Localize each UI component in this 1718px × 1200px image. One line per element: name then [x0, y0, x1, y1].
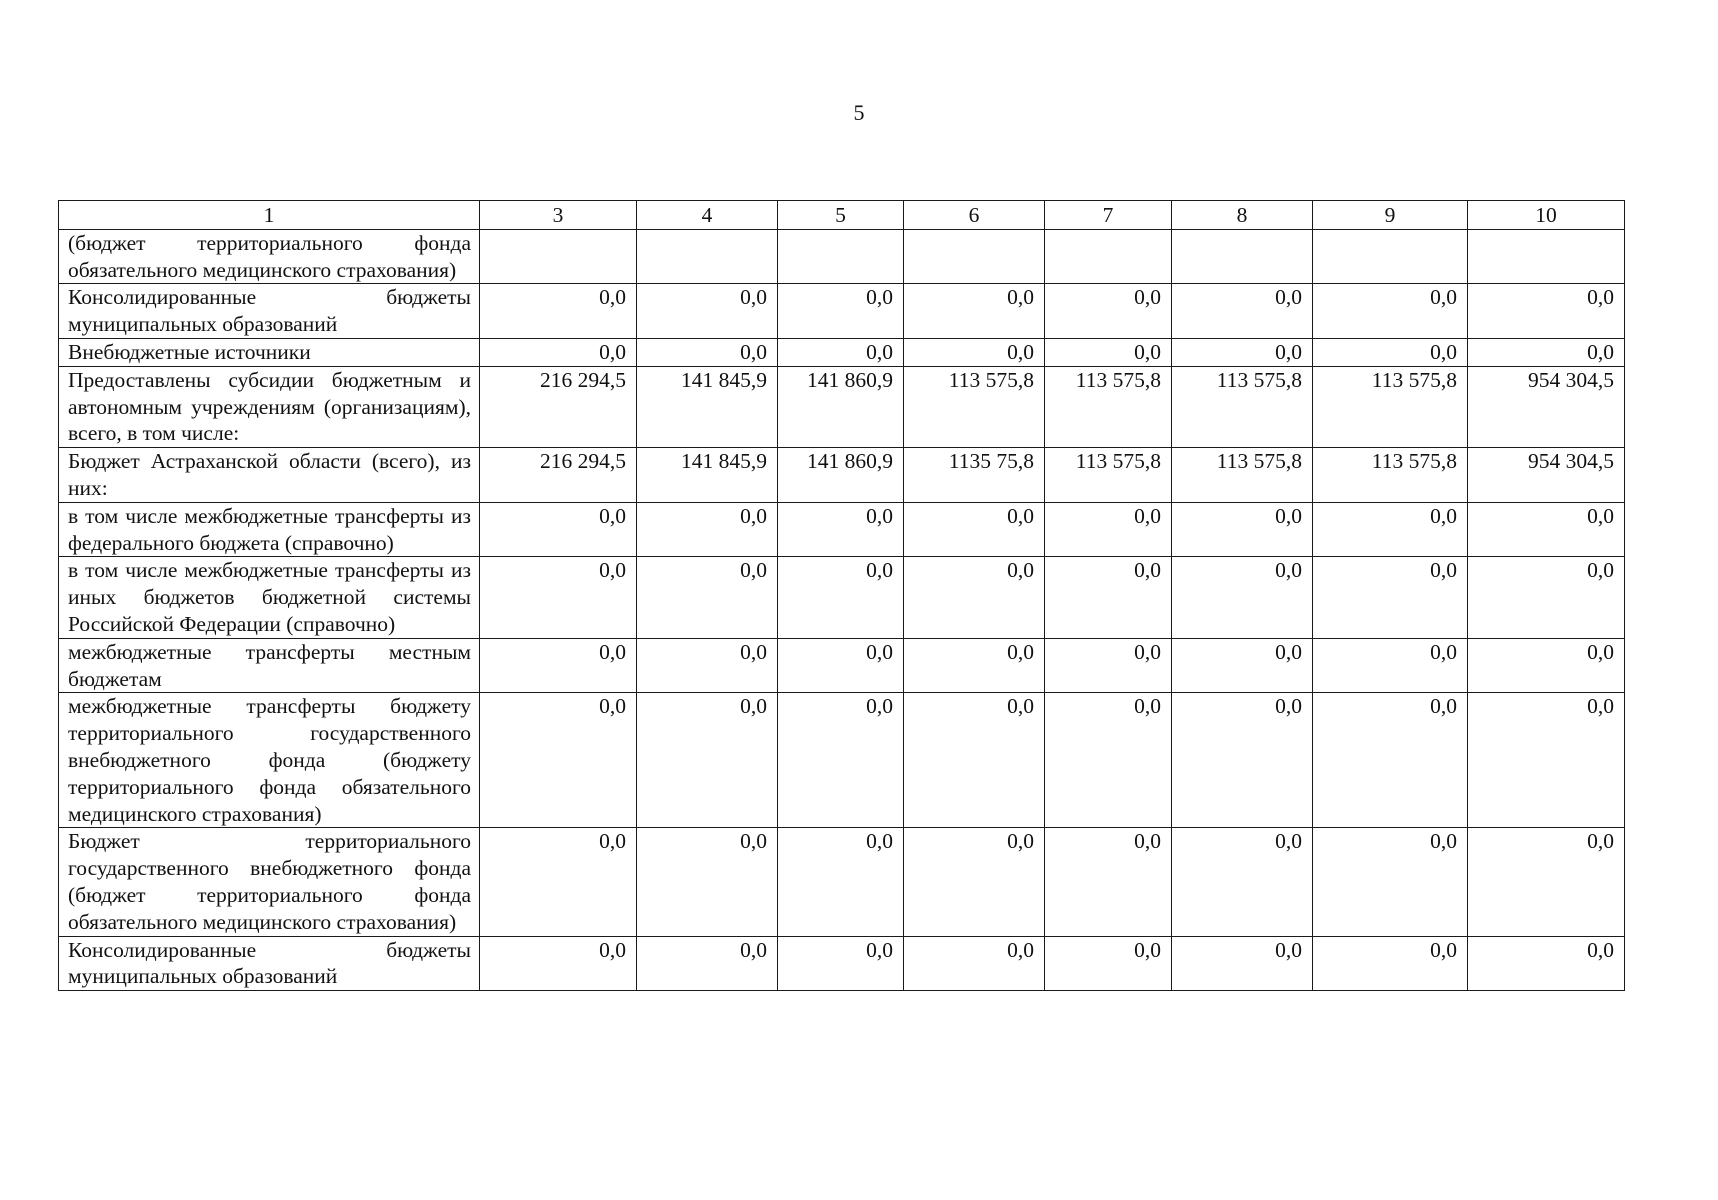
value-cell: 0,0 [1468, 693, 1625, 828]
value-cell: 0,0 [1468, 828, 1625, 936]
value-cell: 216 294,5 [480, 366, 637, 447]
table-body [59, 229, 1625, 990]
table-row [59, 338, 1625, 366]
value-cell: 0,0 [480, 693, 637, 828]
value-cell: 113 575,8 [1045, 366, 1172, 447]
value-cell: 0,0 [1172, 828, 1313, 936]
value-cell: 0,0 [1313, 557, 1468, 638]
column-header: 10 [1468, 201, 1625, 230]
value-cell: 0,0 [904, 557, 1045, 638]
value-cell: 0,0 [480, 502, 637, 557]
row-label: (бюджет территориального фонда обязательного медицинского страхования) [59, 229, 480, 284]
value-cell: 113 575,8 [1313, 448, 1468, 503]
value-cell: 0,0 [778, 502, 904, 557]
value-cell: 0,0 [1172, 284, 1313, 339]
value-cell: 0,0 [1313, 338, 1468, 366]
value-cell: 0,0 [480, 557, 637, 638]
value-cell: 0,0 [637, 557, 778, 638]
value-cell: 0,0 [904, 338, 1045, 366]
value-cell: 0,0 [1468, 638, 1625, 693]
value-cell: 0,0 [1313, 936, 1468, 991]
value-cell: 141 860,9 [778, 448, 904, 503]
column-header: 1 [59, 201, 480, 230]
table-row [59, 366, 1625, 447]
table-row [59, 502, 1625, 557]
row-label: межбюджетные трансферты местным бюджетам [59, 638, 480, 693]
value-cell: 0,0 [904, 693, 1045, 828]
value-cell: 0,0 [1468, 557, 1625, 638]
value-cell: 0,0 [480, 638, 637, 693]
row-label: Консолидированные бюджеты муниципальных образований [59, 284, 480, 339]
value-cell: 0,0 [778, 338, 904, 366]
value-cell: 0,0 [1172, 936, 1313, 991]
page-number: 5 [853, 100, 865, 125]
value-cell: 0,0 [1045, 502, 1172, 557]
value-cell: 1135 75,8 [904, 448, 1045, 503]
budget-table [58, 200, 1625, 991]
value-cell: 141 845,9 [637, 366, 778, 447]
row-label: межбюджетные трансферты бюджету территориального государственного внебюджетного фонда (бюджету территориального фонда обязательного медицинского страхования) [59, 693, 480, 828]
value-cell [1172, 229, 1313, 284]
value-cell: 954 304,5 [1468, 448, 1625, 503]
table-row [59, 693, 1625, 828]
value-cell: 0,0 [778, 557, 904, 638]
value-cell: 0,0 [637, 828, 778, 936]
value-cell: 0,0 [637, 693, 778, 828]
value-cell: 0,0 [1172, 638, 1313, 693]
value-cell: 0,0 [904, 828, 1045, 936]
row-label: в том числе межбюджетные трансферты из федерального бюджета (справочно) [59, 502, 480, 557]
value-cell: 0,0 [778, 828, 904, 936]
row-label: Бюджет территориального государственного внебюджетного фонда (бюджет территориального фонда обязательного медицинского страхования) [59, 828, 480, 936]
table-row [59, 557, 1625, 638]
value-cell: 0,0 [904, 284, 1045, 339]
value-cell: 113 575,8 [904, 366, 1045, 447]
value-cell: 0,0 [637, 502, 778, 557]
value-cell: 0,0 [778, 638, 904, 693]
row-label: Внебюджетные источники [59, 338, 480, 366]
value-cell: 0,0 [1468, 284, 1625, 339]
column-header: 8 [1172, 201, 1313, 230]
value-cell: 113 575,8 [1313, 366, 1468, 447]
value-cell: 0,0 [1468, 936, 1625, 991]
value-cell: 0,0 [904, 638, 1045, 693]
column-header: 7 [1045, 201, 1172, 230]
value-cell: 0,0 [1045, 693, 1172, 828]
value-cell: 141 845,9 [637, 448, 778, 503]
value-cell: 0,0 [1045, 638, 1172, 693]
value-cell: 0,0 [1045, 338, 1172, 366]
value-cell: 0,0 [637, 936, 778, 991]
value-cell [904, 229, 1045, 284]
value-cell: 0,0 [778, 693, 904, 828]
row-label: в том числе межбюджетные трансферты из иных бюджетов бюджетной системы Российской Федерации (справочно) [59, 557, 480, 638]
value-cell: 0,0 [637, 338, 778, 366]
value-cell: 0,0 [480, 338, 637, 366]
value-cell: 0,0 [1045, 284, 1172, 339]
value-cell: 0,0 [1172, 502, 1313, 557]
value-cell [637, 229, 778, 284]
value-cell: 0,0 [480, 828, 637, 936]
row-label: Бюджет Астраханской области (всего), из них: [59, 448, 480, 503]
column-header: 6 [904, 201, 1045, 230]
table-row [59, 284, 1625, 339]
value-cell: 113 575,8 [1045, 448, 1172, 503]
value-cell [778, 229, 904, 284]
value-cell [1468, 229, 1625, 284]
table-row [59, 638, 1625, 693]
value-cell: 0,0 [778, 284, 904, 339]
value-cell [1313, 229, 1468, 284]
value-cell: 0,0 [480, 284, 637, 339]
value-cell: 0,0 [1172, 557, 1313, 638]
table-header [59, 201, 1625, 230]
value-cell: 0,0 [1045, 936, 1172, 991]
column-header: 3 [480, 201, 637, 230]
value-cell: 216 294,5 [480, 448, 637, 503]
value-cell: 0,0 [1468, 502, 1625, 557]
value-cell: 0,0 [637, 638, 778, 693]
header-row [59, 201, 1625, 230]
table-row [59, 448, 1625, 503]
value-cell: 0,0 [637, 284, 778, 339]
row-label: Предоставлены субсидии бюджетным и автономным учреждениям (организациям), всего, в том числе: [59, 366, 480, 447]
value-cell [480, 229, 637, 284]
value-cell: 0,0 [904, 502, 1045, 557]
value-cell: 113 575,8 [1172, 366, 1313, 447]
value-cell: 0,0 [1468, 338, 1625, 366]
column-header: 4 [637, 201, 778, 230]
value-cell: 0,0 [904, 936, 1045, 991]
value-cell: 0,0 [480, 936, 637, 991]
value-cell: 0,0 [1313, 693, 1468, 828]
value-cell: 0,0 [1172, 693, 1313, 828]
value-cell: 0,0 [1313, 828, 1468, 936]
row-label: Консолидированные бюджеты муниципальных образований [59, 936, 480, 991]
value-cell: 0,0 [1313, 638, 1468, 693]
value-cell: 0,0 [1045, 557, 1172, 638]
value-cell: 0,0 [778, 936, 904, 991]
table-row [59, 828, 1625, 936]
value-cell: 113 575,8 [1172, 448, 1313, 503]
value-cell: 0,0 [1313, 284, 1468, 339]
value-cell: 0,0 [1313, 502, 1468, 557]
value-cell: 0,0 [1172, 338, 1313, 366]
value-cell: 141 860,9 [778, 366, 904, 447]
table-row [59, 936, 1625, 991]
column-header: 9 [1313, 201, 1468, 230]
column-header: 5 [778, 201, 904, 230]
table-row [59, 229, 1625, 284]
value-cell: 0,0 [1045, 828, 1172, 936]
value-cell [1045, 229, 1172, 284]
value-cell: 954 304,5 [1468, 366, 1625, 447]
